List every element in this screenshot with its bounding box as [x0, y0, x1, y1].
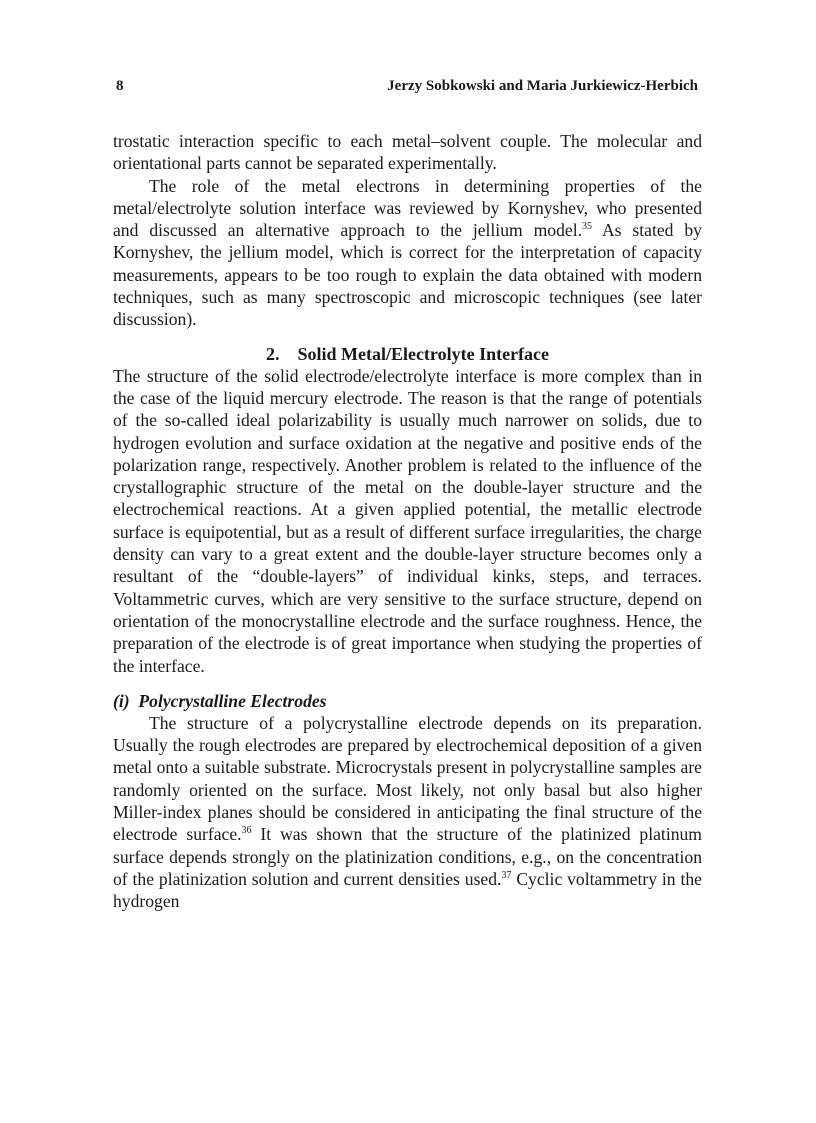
- paragraph-2-text-b: As stated by Kornyshev, the jellium model, which is correct for the interpretation of capacity measurements, appears to be too rough to explain the data obtained with modern techniques, such as many spectroscopic and microscopic techniques (see later discussion).: [113, 220, 702, 330]
- body-text: [113, 130, 702, 913]
- paragraph-2: [113, 175, 702, 331]
- running-title: Jerzy Sobkowski and Maria Jurkiewicz-Herbich: [387, 78, 698, 94]
- page-number: 8: [116, 78, 124, 94]
- subsection-heading: (i) Polycrystalline Electrodes: [113, 690, 327, 711]
- running-head: [116, 78, 698, 100]
- paragraph-4-text-a: The structure of a polycrystalline electrode depends on its preparation. Usually the rough electrodes are prepared by electrochemical deposition of a given metal onto a suitable substrate. Microcrystals present in polycrystalline samples are randomly oriented on the surface. Most likely, not only basal but also higher Miller-index planes should be considered in anticipating the final structure of the electrode surface.: [113, 712, 702, 845]
- paragraph-4: [113, 712, 702, 913]
- paragraph-1: trostatic interaction specific to each metal–solvent couple. The molecular and orientational parts cannot be separated experimentally.: [113, 131, 702, 174]
- section-heading: 2. Solid Metal/Electrolyte Interface: [265, 343, 550, 364]
- paragraph-4-text-c: Cyclic voltammetry in the hydrogen: [113, 868, 702, 912]
- paragraph-3: The structure of the solid electrode/electrolyte interface is more complex than in the case of the liquid mercury electrode. The reason is that the range of potentials of the so-called ideal polarizability is usually much narrower on solids, due to hydrogen evolution and surface oxidation at the negative and positive ends of the polarization range, respectively. Another problem is related to the influence of the crystallographic structure of the metal on the double-layer structure and the electrochemical reactions. At a given applied potential, the metallic electrode surface is equipotential, but as a result of different surface irregularities, the charge density can vary to a great extent and the double-layer structure becomes only a resultant of the “double-layers” of individual kinks, steps, and terraces. Voltammetric curves, which are very sensitive to the surface structure, depend on orientation of the monocrystalline electrode and the surface roughness. Hence, the preparation of the electrode is of great importance when studying the properties of the interface.: [113, 365, 702, 676]
- citation-36: 36: [241, 825, 252, 837]
- paragraph-2-text-a: The role of the metal electrons in determining properties of the metal/electrolyte solution interface was reviewed by Kornyshev, who presented and discussed an alternative approach to the jellium model.: [113, 175, 702, 241]
- citation-35: 35: [581, 221, 592, 233]
- paragraph-4-text-b: It was shown that the structure of the platinized platinum surface depends strongly on the platinization conditions, e.g., on the concentration of the platinization solution and current densities used.: [113, 824, 702, 889]
- citation-37: 37: [501, 869, 512, 881]
